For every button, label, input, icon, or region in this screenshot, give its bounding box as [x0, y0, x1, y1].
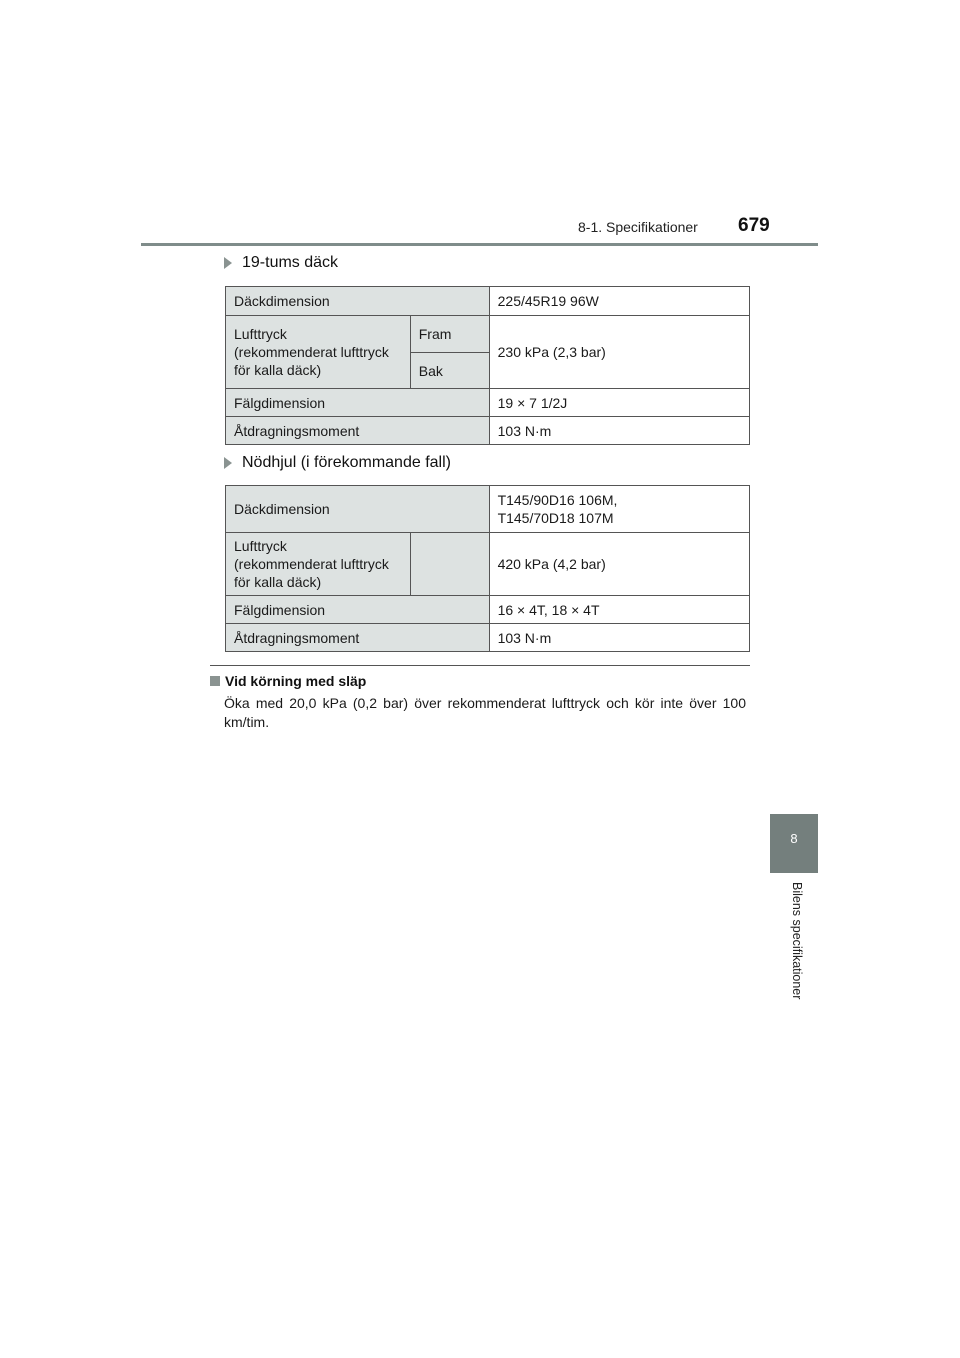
pressure-value: 230 kPa (2,3 bar)	[489, 316, 749, 389]
note-title	[210, 673, 366, 689]
tire-dimension-value: 225/45R19 96W	[489, 287, 749, 316]
note-body: Öka med 20,0 kPa (0,2 bar) över rekommenderat lufttryck och kör inte över 100 km/tim.	[224, 695, 746, 730]
chapter-number: 8	[790, 831, 798, 846]
pressure-label-line: (rekommenderat lufttryck	[234, 344, 389, 360]
pressure-label	[226, 316, 411, 389]
header-section-title: 8-1. Specifikationer	[578, 219, 698, 235]
triangle-arrow-icon	[224, 457, 232, 469]
table-row	[226, 486, 750, 533]
torque-label: Åtdragningsmoment	[226, 417, 490, 445]
table-row	[226, 417, 750, 445]
square-bullet-icon	[210, 676, 220, 686]
note-divider	[210, 665, 750, 666]
front-label: Fram	[410, 316, 489, 353]
torque-label: Åtdragningsmoment	[226, 624, 490, 652]
spare-wheel-table	[225, 485, 750, 652]
heading-spare-wheel	[224, 454, 451, 472]
tire-dimension-label: Däckdimension	[226, 287, 490, 316]
pressure-label-line: Lufttryck	[234, 326, 287, 342]
torque-value: 103 N·m	[489, 417, 749, 445]
pressure-label-line: (rekommenderat lufttryck	[234, 556, 389, 572]
rim-label: Fälgdimension	[226, 389, 490, 417]
pressure-label-line: för kalla däck)	[234, 574, 322, 590]
page-number: 679	[738, 215, 770, 236]
triangle-arrow-icon	[224, 257, 232, 269]
pressure-empty-cell	[410, 533, 489, 596]
header-divider	[141, 243, 818, 246]
table-row	[226, 533, 750, 596]
tire-dimension-value	[489, 486, 749, 533]
pressure-label-line: för kalla däck)	[234, 362, 322, 378]
heading-19-inch-text: 19-tums däck	[242, 254, 339, 271]
table-row	[226, 596, 750, 624]
rim-label: Fälgdimension	[226, 596, 490, 624]
table-row	[226, 287, 750, 316]
torque-value: 103 N·m	[489, 624, 749, 652]
table-row	[226, 624, 750, 652]
tire-dimension-label: Däckdimension	[226, 486, 490, 533]
pressure-label-line: Lufttryck	[234, 538, 287, 554]
heading-spare-wheel-text: Nödhjul (i förekommande fall)	[242, 454, 451, 471]
tire-dimension-line: T145/90D16 106M,	[497, 492, 618, 508]
table-row	[226, 316, 750, 353]
rim-value: 19 × 7 1/2J	[489, 389, 749, 417]
tire-19-table	[225, 286, 750, 445]
chapter-label: Bilens specifikationer	[790, 882, 804, 1000]
pressure-value: 420 kPa (4,2 bar)	[489, 533, 749, 596]
heading-19-inch	[224, 254, 338, 272]
tire-dimension-line: T145/70D18 107M	[497, 510, 614, 526]
rim-value: 16 × 4T, 18 × 4T	[489, 596, 749, 624]
table-row	[226, 389, 750, 417]
note-title-text: Vid körning med släp	[225, 673, 367, 689]
rear-label: Bak	[410, 353, 489, 389]
chapter-tab	[770, 814, 818, 873]
pressure-label	[226, 533, 411, 596]
